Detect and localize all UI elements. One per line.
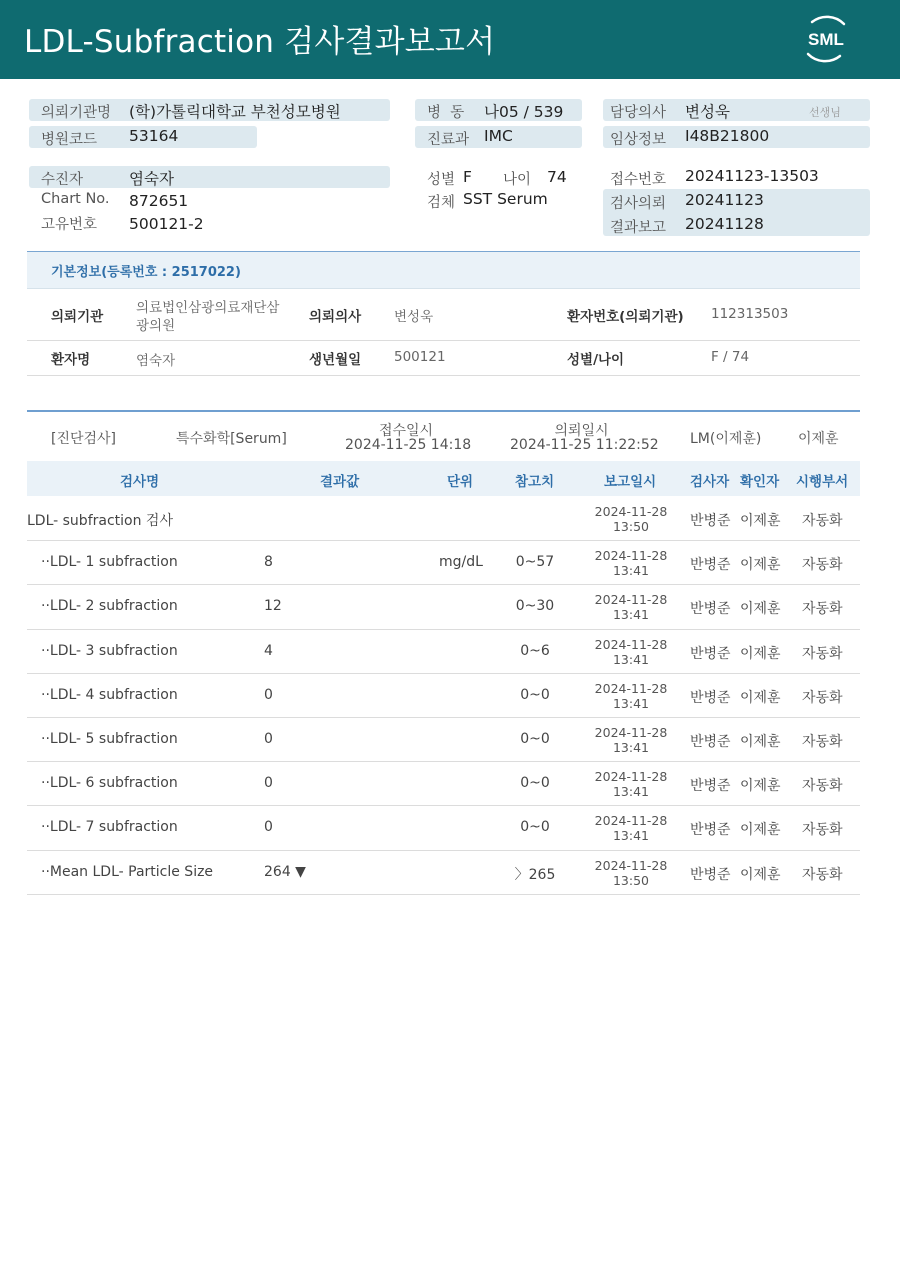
unique-value: 500121-2 xyxy=(129,215,204,233)
row-result: 8 xyxy=(264,554,273,571)
row-report-time: 13:41 xyxy=(612,607,650,623)
row-report-time: 13:41 xyxy=(612,695,650,711)
test-request-value: 2024-11-25 11:22:52 xyxy=(510,437,659,453)
col-report-date: 보고일시 xyxy=(604,474,657,490)
col-department: 시행부서 xyxy=(796,474,849,490)
test-section-top-line xyxy=(27,410,860,412)
row-department: 자동화 xyxy=(802,866,843,883)
age-label: 나이 xyxy=(503,172,532,188)
dept-label: 진료과 xyxy=(427,132,470,148)
row-confirmer: 이제훈 xyxy=(740,822,781,839)
row-divider xyxy=(27,584,860,585)
row-test-name: ··LDL- 2 subfraction xyxy=(41,598,178,615)
institution-label: 의뢰기관명 xyxy=(41,105,112,121)
row-reference: 0~30 xyxy=(515,598,555,615)
row-confirmer: 이제훈 xyxy=(740,601,781,618)
hospital-code-value: 53164 xyxy=(129,127,179,145)
row-tester: 반병준 xyxy=(690,778,731,795)
row-test-name: ··LDL- 7 subfraction xyxy=(41,819,178,836)
row-department: 자동화 xyxy=(802,822,843,839)
sex-label: 성별 xyxy=(427,172,456,188)
row-test-name: ··LDL- 6 subfraction xyxy=(41,775,178,792)
row-result: 4 xyxy=(264,642,273,659)
report-label: 결과보고 xyxy=(610,220,667,236)
sml-logo-icon xyxy=(800,12,852,64)
row-report-date: 2024-11-28 xyxy=(594,504,668,519)
basic-patno-value: 112313503 xyxy=(711,306,789,322)
row-confirmer: 이제훈 xyxy=(740,645,781,662)
test-lm: LM(이제훈) xyxy=(690,431,762,447)
patient-label: 수진자 xyxy=(41,172,84,188)
row-divider xyxy=(27,805,860,806)
test-request-label: 의뢰일시 xyxy=(554,423,609,439)
ward-label: 병 동 xyxy=(427,105,465,121)
col-tester: 검사자 xyxy=(690,474,730,490)
logo-text: SML xyxy=(808,30,844,49)
row-confirmer: 이제훈 xyxy=(740,778,781,795)
row-test-name: LDL- subfraction 검사 xyxy=(27,513,173,529)
row-department: 자동화 xyxy=(802,601,843,618)
row-test-name: ··LDL- 1 subfraction xyxy=(41,554,178,571)
row-divider xyxy=(27,540,860,541)
row-tester: 반병준 xyxy=(690,513,731,529)
row-tester: 반병준 xyxy=(690,557,731,574)
row-department: 자동화 xyxy=(802,513,843,529)
test-subcategory: 특수화학[Serum] xyxy=(176,431,287,447)
institution-value: (학)가톨릭대학교 부천성모병원 xyxy=(129,103,341,121)
basic-bottom-line xyxy=(27,375,860,376)
ward-value: 나05 / 539 xyxy=(484,103,564,121)
test-lm-person: 이제훈 xyxy=(798,431,839,447)
row-divider xyxy=(27,761,860,762)
row-report-date: 2024-11-28 xyxy=(594,725,668,740)
doctor-suffix: 선생님 xyxy=(809,106,841,119)
row-confirmer: 이제훈 xyxy=(740,866,781,883)
row-department: 자동화 xyxy=(802,778,843,795)
row-confirmer: 이제훈 xyxy=(740,689,781,706)
test-receipt-value: 2024-11-25 14:18 xyxy=(345,437,472,453)
doctor-label: 담당의사 xyxy=(610,105,667,121)
dept-value: IMC xyxy=(484,127,513,145)
basic-divider xyxy=(27,340,860,341)
report-value: 20241128 xyxy=(685,215,764,233)
basic-doctor-value: 변성욱 xyxy=(394,309,434,325)
receipt-value: 20241123-13503 xyxy=(685,167,819,185)
row-reference: 0~0 xyxy=(520,686,550,703)
row-tester: 반병준 xyxy=(690,822,731,839)
age-value: 74 xyxy=(547,168,567,186)
row-test-name: ··LDL- 3 subfraction xyxy=(41,642,178,659)
basic-name-label: 환자명 xyxy=(51,352,91,368)
chart-value: 872651 xyxy=(129,192,189,210)
col-result: 결과값 xyxy=(320,474,360,490)
row-unit: mg/dL xyxy=(439,554,483,571)
clinical-label: 임상정보 xyxy=(610,132,667,148)
chart-label: Chart No. xyxy=(41,191,110,207)
row-test-name: ··Mean LDL- Particle Size xyxy=(41,863,214,880)
row-divider xyxy=(27,894,860,895)
basic-birth-value: 500121 xyxy=(394,349,446,365)
row-confirmer: 이제훈 xyxy=(740,513,781,529)
row-test-name: ··LDL- 4 subfraction xyxy=(41,686,178,703)
row-report-time: 13:50 xyxy=(612,519,650,534)
row-result: 264 ▼ xyxy=(264,863,306,880)
row-reference: 0~6 xyxy=(520,642,550,659)
row-tester: 반병준 xyxy=(690,689,731,706)
row-confirmer: 이제훈 xyxy=(740,734,781,750)
request-label: 검사의뢰 xyxy=(610,196,667,212)
row-report-time: 13:41 xyxy=(612,740,650,755)
unique-label: 고유번호 xyxy=(41,217,98,233)
row-report-date: 2024-11-28 xyxy=(594,548,668,564)
basic-info-title: 기본정보(등록번호 : 2517022) xyxy=(51,265,241,280)
row-report-time: 13:41 xyxy=(612,828,650,844)
row-tester: 반병준 xyxy=(690,734,731,750)
basic-inst-label: 의뢰기관 xyxy=(51,309,104,325)
col-reference: 참고치 xyxy=(515,474,555,490)
report-title: LDL-Subfraction 검사결과보고서 xyxy=(24,24,496,60)
clinical-value: I48B21800 xyxy=(685,127,770,145)
row-report-time: 13:50 xyxy=(612,872,650,888)
row-tester: 반병준 xyxy=(690,601,731,618)
row-result: 0 xyxy=(264,731,273,747)
row-report-date: 2024-11-28 xyxy=(594,813,668,829)
row-divider xyxy=(27,629,860,630)
row-reference: 0~0 xyxy=(520,731,550,747)
patient-value: 염숙자 xyxy=(129,170,174,188)
row-department: 자동화 xyxy=(802,557,843,574)
row-report-date: 2024-11-28 xyxy=(594,592,668,608)
row-department: 자동화 xyxy=(802,645,843,662)
test-receipt-label: 접수일시 xyxy=(378,423,434,439)
row-confirmer: 이제훈 xyxy=(740,557,781,574)
row-reference: 0~0 xyxy=(520,775,550,792)
row-report-time: 13:41 xyxy=(612,563,650,579)
col-name: 검사명 xyxy=(120,474,160,490)
row-department: 자동화 xyxy=(802,734,843,750)
row-report-date: 2024-11-28 xyxy=(594,636,668,652)
request-value: 20241123 xyxy=(685,191,764,209)
receipt-label: 접수번호 xyxy=(610,172,667,188)
row-tester: 반병준 xyxy=(690,645,731,662)
row-report-date: 2024-11-28 xyxy=(594,857,668,873)
basic-birth-label: 생년월일 xyxy=(309,352,362,368)
basic-sexage-label: 성별/나이 xyxy=(567,352,625,368)
specimen-label: 검체 xyxy=(427,195,456,211)
row-reference: 0~0 xyxy=(520,819,550,836)
row-report-time: 13:41 xyxy=(612,651,650,667)
row-result: 0 xyxy=(264,686,273,703)
basic-inst-value-line2: 광의원 xyxy=(136,318,176,334)
row-divider xyxy=(27,717,860,718)
doctor-value: 변성욱 xyxy=(685,103,730,121)
row-divider xyxy=(27,850,860,851)
row-report-date: 2024-11-28 xyxy=(594,680,668,696)
patient-box xyxy=(29,166,390,188)
row-report-date: 2024-11-28 xyxy=(594,769,668,785)
basic-inst-value-line1: 의료법인삼광의료재단삼 xyxy=(136,300,280,316)
test-category: [진단검사] xyxy=(51,431,117,447)
row-result: 12 xyxy=(264,598,282,615)
sex-value: F xyxy=(463,168,472,186)
row-report-time: 13:41 xyxy=(612,784,650,800)
basic-name-value: 염숙자 xyxy=(136,353,176,369)
row-department: 자동화 xyxy=(802,689,843,706)
row-reference: 0~57 xyxy=(515,554,555,571)
col-confirmer: 확인자 xyxy=(740,474,780,490)
row-result: 0 xyxy=(264,775,273,792)
basic-doctor-label: 의뢰의사 xyxy=(309,309,362,325)
row-tester: 반병준 xyxy=(690,866,731,883)
row-result: 0 xyxy=(264,819,273,836)
row-test-name: ··LDL- 5 subfraction xyxy=(41,731,178,747)
row-divider xyxy=(27,673,860,674)
specimen-value: SST Serum xyxy=(463,190,548,208)
basic-patno-label: 환자번호(의뢰기관) xyxy=(567,309,684,325)
col-unit: 단위 xyxy=(447,474,474,490)
basic-sexage-value: F / 74 xyxy=(711,349,750,365)
hospital-code-label: 병원코드 xyxy=(41,132,98,148)
row-reference: 〉265 xyxy=(514,866,556,883)
